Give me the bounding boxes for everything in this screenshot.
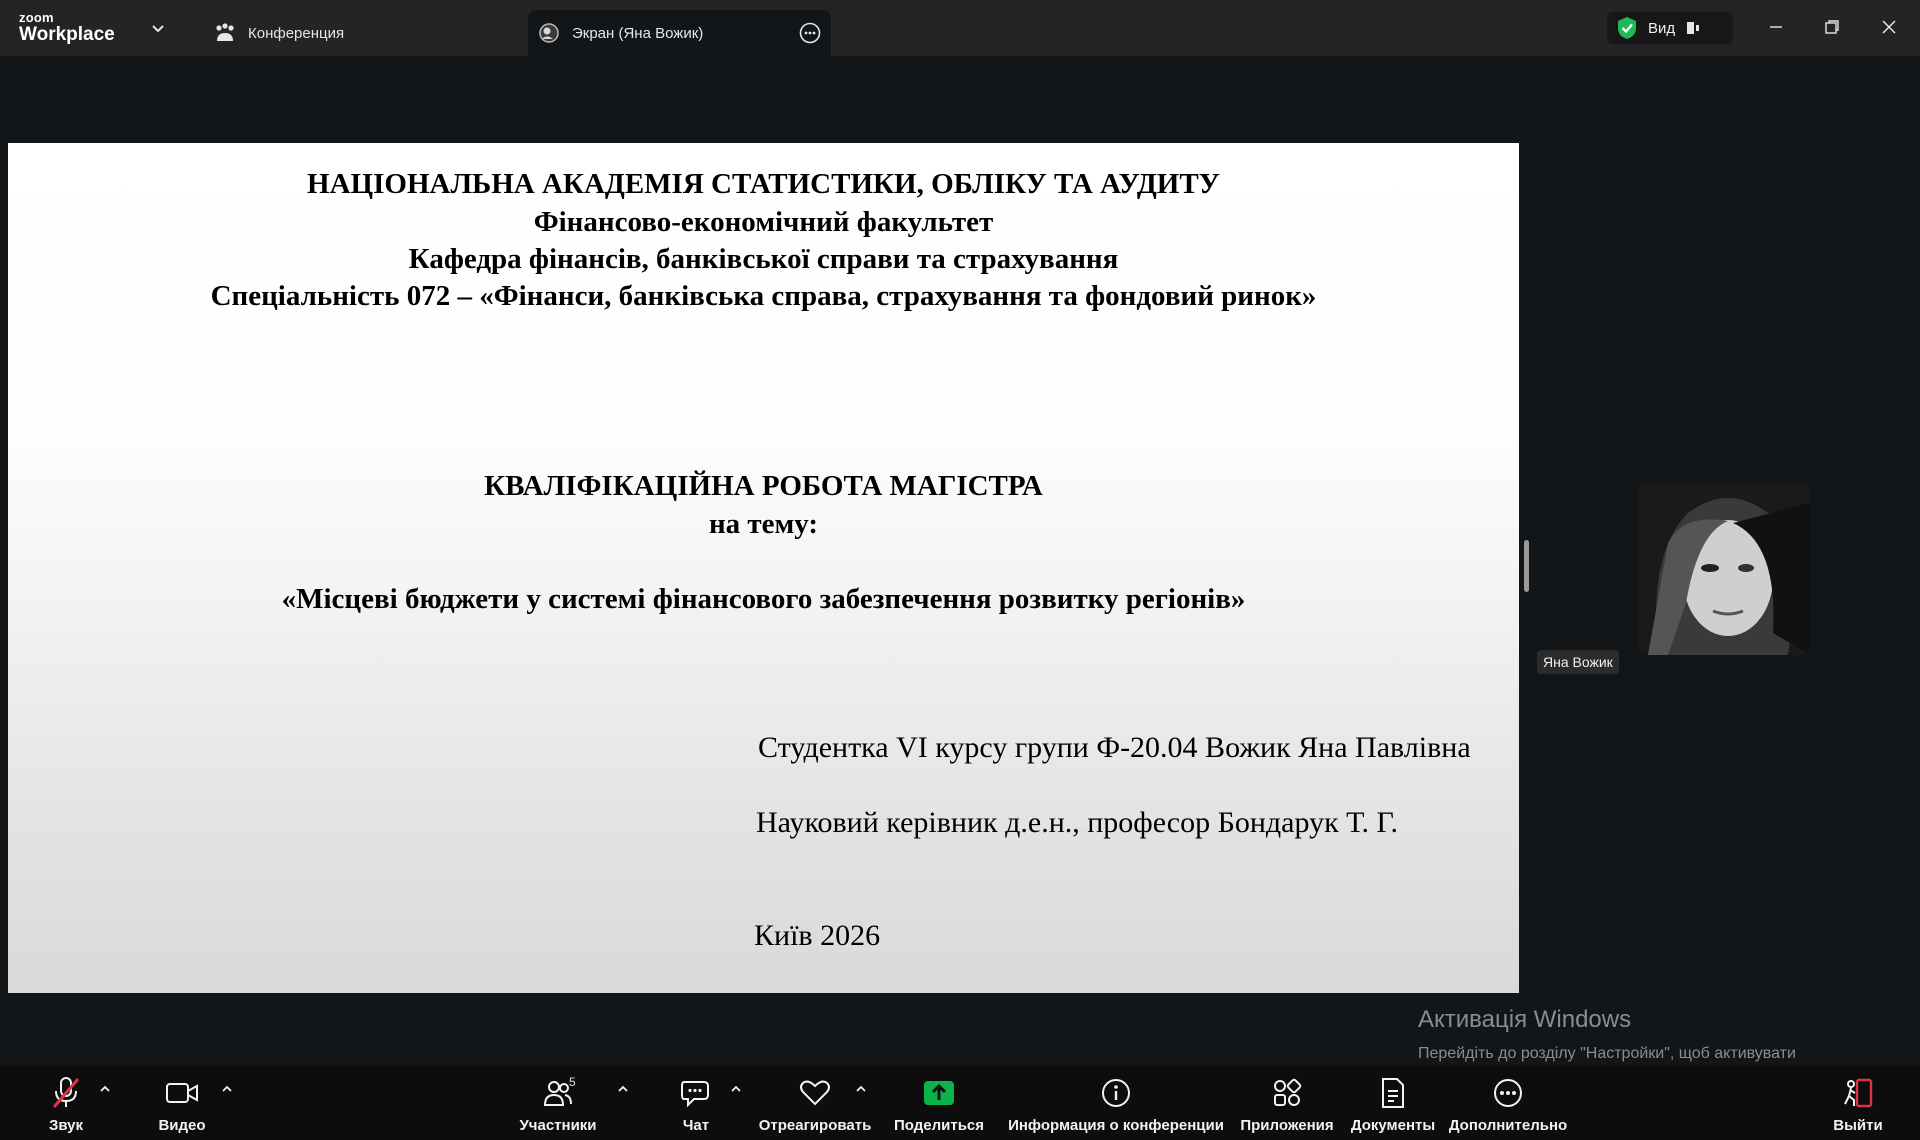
audio-options-chevron-icon[interactable]	[99, 1084, 111, 1094]
screen-share-icon	[538, 22, 560, 44]
restore-icon[interactable]	[1818, 14, 1846, 40]
minimize-icon[interactable]	[1762, 14, 1790, 40]
slide-work-title: КВАЛІФІКАЦІЙНА РОБОТА МАГІСТРА	[484, 470, 1043, 502]
participant-name-label: Яна Вожик	[1537, 650, 1619, 674]
participant-video-tile[interactable]	[1638, 483, 1810, 655]
documents-label: Документы	[1350, 1117, 1436, 1134]
share-button[interactable]	[879, 1075, 999, 1134]
slide-department: Кафедра фінансів, банківської справи та страхування	[408, 243, 1119, 275]
leave-label: Выйти	[1833, 1117, 1883, 1134]
chat-options-chevron-icon[interactable]	[730, 1084, 742, 1094]
meeting-paw-icon	[214, 23, 236, 43]
leave-button[interactable]	[1798, 1075, 1918, 1134]
slide-city-year: Київ 2026	[754, 919, 881, 952]
apps-label: Приложения	[1240, 1117, 1334, 1134]
windows-activation-title: Активація Windows	[1418, 1006, 1632, 1033]
react-label: Отреагировать	[758, 1117, 872, 1134]
microphone-muted-icon	[50, 1076, 82, 1110]
tab-screen-share[interactable]	[528, 10, 831, 56]
close-icon[interactable]	[1875, 14, 1903, 40]
meeting-info-button[interactable]	[1006, 1075, 1226, 1134]
more-options-circle-icon	[1492, 1077, 1524, 1109]
slide-academy-name: НАЦІОНАЛЬНА АКАДЕМІЯ СТАТИСТИКИ, ОБЛІКУ ТА АУДИТУ	[307, 168, 1220, 200]
documents-button[interactable]	[1333, 1075, 1453, 1134]
view-button[interactable]	[1607, 12, 1733, 44]
meeting-toolbar	[0, 1066, 1920, 1140]
leave-door-icon	[1842, 1077, 1874, 1109]
document-icon	[1380, 1077, 1406, 1109]
slide-supervisor: Науковий керівник д.е.н., професор Бондарук Т. Г.	[756, 806, 1398, 839]
meeting-info-label: Информация о конференции	[1008, 1117, 1224, 1134]
title-bar	[0, 0, 1920, 56]
video-camera-icon	[165, 1081, 199, 1105]
windows-activation-subtitle: Перейдіть до розділу "Настройки", щоб активувати	[1418, 1045, 1796, 1062]
more-label: Дополнительно	[1448, 1117, 1568, 1134]
share-screen-icon	[922, 1079, 956, 1107]
slide-faculty: Фінансово-економічний факультет	[533, 206, 994, 238]
participant-photo	[1638, 483, 1810, 655]
more-button[interactable]	[1448, 1075, 1568, 1134]
tab-conference-label: Конференция	[248, 24, 345, 42]
heart-icon	[799, 1079, 831, 1107]
participants-button[interactable]	[498, 1075, 618, 1134]
slide-topic: «Місцеві бюджети у системі фінансового забезпечення розвитку регіонів»	[281, 583, 1246, 615]
participants-count: 5	[569, 1075, 576, 1089]
panel-resize-handle[interactable]	[1524, 540, 1529, 592]
apps-button[interactable]	[1227, 1075, 1347, 1134]
view-button-label: Вид	[1648, 19, 1676, 37]
more-options-icon[interactable]	[799, 22, 821, 44]
audio-label: Звук	[48, 1117, 84, 1134]
slide-student: Студентка VI курсу групи Ф-20.04 Вожик Яна Павлівна	[758, 731, 1471, 764]
chat-label: Чат	[682, 1117, 710, 1134]
participants-label: Участники	[519, 1117, 597, 1134]
security-shield-icon	[1616, 16, 1638, 40]
video-label: Видео	[158, 1117, 206, 1134]
logo-zoom-text: zoom	[19, 10, 54, 25]
shared-screen-slide	[8, 143, 1519, 993]
video-options-chevron-icon[interactable]	[221, 1084, 233, 1094]
info-icon	[1100, 1077, 1132, 1109]
tab-conference[interactable]	[200, 10, 358, 56]
chevron-down-icon[interactable]	[150, 20, 166, 36]
chat-bubble-icon	[680, 1078, 712, 1108]
slide-on-topic: на тему:	[708, 508, 819, 540]
logo-workplace-text: Workplace	[19, 24, 115, 45]
react-options-chevron-icon[interactable]	[855, 1084, 867, 1094]
zoom-workplace-logo[interactable]	[19, 11, 115, 46]
apps-icon	[1272, 1078, 1302, 1108]
tab-screen-label: Экран (Яна Вожик)	[572, 24, 704, 42]
slide-specialty: Спеціальність 072 – «Фінанси, банківська справа, страхування та фондовий ринок»	[210, 280, 1317, 312]
share-label: Поделиться	[893, 1117, 985, 1134]
participants-options-chevron-icon[interactable]	[617, 1084, 629, 1094]
view-layout-icon	[1685, 20, 1701, 36]
